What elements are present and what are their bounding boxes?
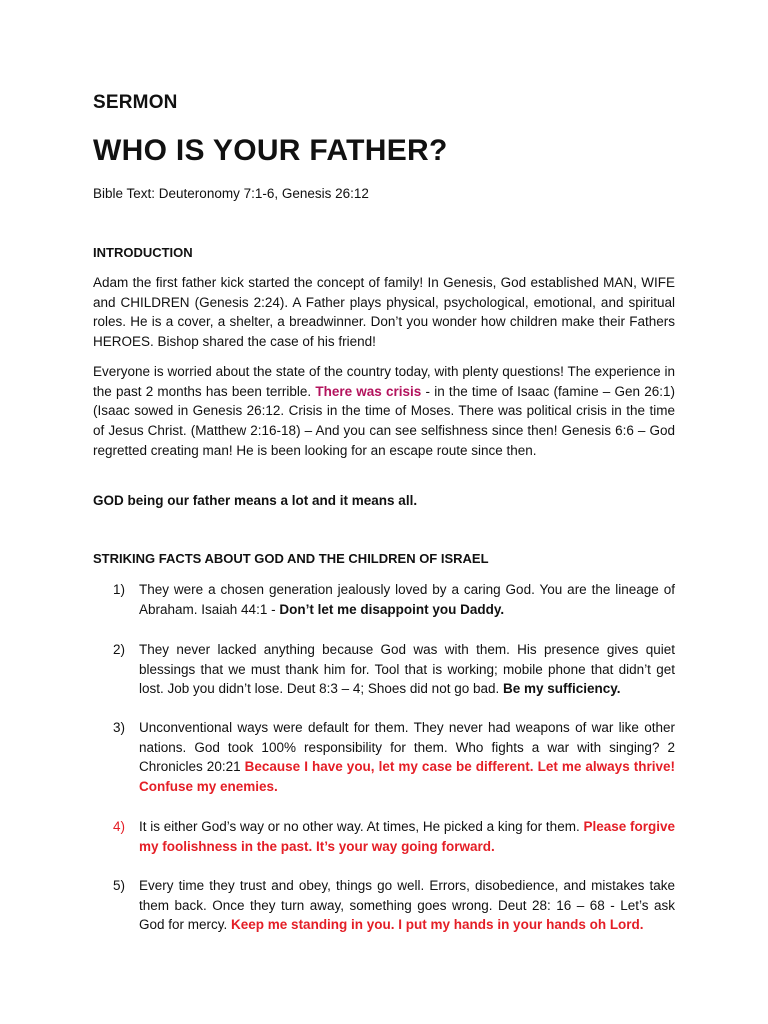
fact-text: Every time they trust and obey, things go well. Errors, disobedience, and mistakes take them back. Once they turn away, something goes wrong. Deut 28: 16 – 68 - Let’s ask God for mercy.: [139, 878, 675, 933]
fact-item-4: [113, 817, 675, 856]
introduction-heading: INTRODUCTION: [93, 245, 193, 260]
intro-paragraph-1: Adam the first father kick started the concept of family! In Genesis, God established MAN, WIFE and CHILDREN (Genesis 2:24). A Father plays physical, psychological, emotional, and spiritual roles. He is a cover, a shelter, a breadwinner. Don’t you wonder how children make their Fathers HEROES. Bishop shared the case of his friend!: [93, 275, 675, 350]
fact-item-3: [113, 718, 675, 797]
fact-text: Unconventional ways were default for them. They never had weapons of war like other nations. God took 100% responsibility for them. Who fights a war with singing? 2 Chronicles 20:21: [139, 720, 675, 775]
fact-item-2: [113, 640, 675, 699]
fact-text: They were a chosen generation jealously loved by a caring God. You are the lineage of Abraham. Isaiah 44:1 -: [139, 582, 675, 617]
intro-p2-text-a: Everyone is worried about the state of the country today, with plenty questions! The experience in the past 2 months has been terrible.: [93, 364, 675, 399]
fact-number: 4): [113, 819, 126, 834]
fact-emphasis: Keep me standing in you. I put my hands in your hands oh Lord.: [231, 917, 644, 933]
fact-number: 1): [113, 582, 126, 597]
fact-number: 3): [113, 720, 126, 735]
crisis-highlight: There was crisis: [315, 383, 422, 399]
bible-text: Bible Text: Deuteronomy 7:1-6, Genesis 26:12: [93, 186, 369, 201]
intro-paragraph-3: GOD being our father means a lot and it means all.: [93, 493, 418, 508]
facts-heading: STRIKING FACTS ABOUT GOD AND THE CHILDREN OF ISRAEL: [93, 551, 489, 566]
fact-emphasis: Please forgive my foolishness in the past. It’s your way going forward.: [139, 819, 675, 854]
fact-number: 2): [113, 642, 126, 657]
document-title: WHO IS YOUR FATHER?: [93, 134, 448, 167]
document-kicker: SERMON: [93, 92, 178, 113]
fact-number: 5): [113, 878, 126, 893]
fact-emphasis: Because I have you, let my case be different. Let me always thrive! Confuse my enemies.: [139, 759, 675, 795]
intro-paragraph-2: [93, 362, 675, 461]
fact-emphasis: Don’t let me disappoint you Daddy.: [279, 601, 505, 617]
intro-p2-text-b: - in the time of Isaac (famine – Gen 26:1) (Isaac sowed in Genesis 26:12. Crisis in the time of Moses. There was political crisis in the time of Jesus Christ. (Matthew 2:16-18) – And you can see selfishness since then! Genesis 6:6 – God regretted creating man! He is been looking for an escape route since then.: [93, 383, 675, 458]
fact-item-5: [113, 876, 675, 935]
fact-text: They never lacked anything because God was with them. His presence gives quiet blessings that we must thank him for. Tool that is working; mobile phone that didn’t get lost. Job you didn’t lose. Deut 8:3 – 4; Shoes did not go bad.: [139, 642, 675, 697]
fact-emphasis: Be my sufficiency.: [503, 681, 621, 697]
fact-item-1: [113, 580, 675, 619]
fact-text: It is either God’s way or no other way. At times, He picked a king for them.: [139, 819, 584, 834]
